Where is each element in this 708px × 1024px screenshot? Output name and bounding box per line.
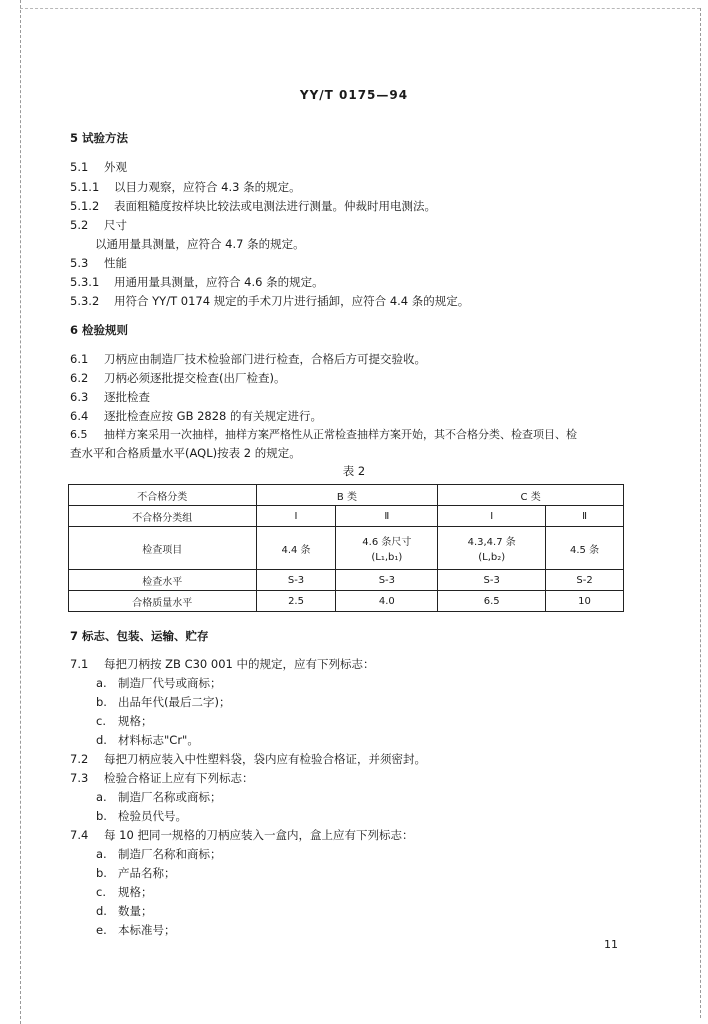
list-item: a. 制造厂代号或商标； [96, 676, 222, 690]
table-cell: Ⅱ [336, 506, 438, 527]
section-5-title: 5 试验方法 [70, 131, 129, 145]
table-cell: 2.5 [256, 591, 336, 612]
clause-6-5: 6.5 抽样方案采用一次抽样，抽样方案严格性从正常检查抽样方案开始，其不合格分类、检查项目、检 [70, 428, 577, 441]
table-cell: 检查水平 [69, 570, 257, 591]
scan-border-top [20, 8, 700, 9]
clause-6-1: 6.1 刀柄应由制造厂技术检验部门进行检查，合格后方可提交验收。 [70, 352, 426, 366]
clause-5-3-1: 5.3.1 用通用量具测量，应符合 4.6 条的规定。 [70, 275, 324, 289]
table-cell: 检查项目 [69, 527, 257, 570]
table-row [69, 591, 624, 612]
list-item: b. 检验员代号。 [96, 809, 187, 823]
scan-border-right [700, 8, 701, 1018]
table-cell: Ⅰ [438, 506, 546, 527]
table-cell: 6.5 [438, 591, 546, 612]
table-cell: S-3 [336, 570, 438, 591]
table-2 [68, 484, 624, 612]
table-cell: 10 [546, 591, 624, 612]
clause-6-3: 6.3 逐批检查 [70, 390, 150, 404]
table-row [69, 485, 624, 506]
clause-7-1: 7.1 每把刀柄按 ZB C30 001 中的规定，应有下列标志： [70, 657, 375, 671]
clause-5-3-2: 5.3.2 用符合 YY/T 0174 规定的手术刀片进行插卸，应符合 4.4 条的规定。 [70, 294, 470, 308]
clause-5-1: 5.1 外观 [70, 160, 127, 174]
clause-5-1-1: 5.1.1 以目力观察，应符合 4.3 条的规定。 [70, 180, 301, 194]
list-item: b. 产品名称； [96, 866, 176, 880]
list-item: a. 制造厂名称和商标； [96, 847, 222, 861]
clause-7-2: 7.2 每把刀柄应装入中性塑料袋，袋内应有检验合格证，并须密封。 [70, 752, 426, 766]
table-cell: 不合格分类组 [69, 506, 257, 527]
table-cell: Ⅱ [546, 506, 624, 527]
table-cell: 4.4 条 [256, 527, 336, 570]
clause-5-2-text: 以通用量具测量，应符合 4.7 条的规定。 [95, 237, 305, 251]
table-row [69, 527, 624, 570]
table-cell: 合格质量水平 [69, 591, 257, 612]
table-row [69, 506, 624, 527]
list-item: c. 规格； [96, 885, 153, 899]
section-7-title: 7 标志、包装、运输、贮存 [70, 629, 209, 643]
table-cell: 4.5 条 [546, 527, 624, 570]
list-item: d. 数量； [96, 904, 153, 918]
clause-6-2: 6.2 刀柄必须逐批提交检查(出厂检查)。 [70, 371, 286, 385]
clause-5-3: 5.3 性能 [70, 256, 127, 270]
table-cell: S-3 [256, 570, 336, 591]
table-cell: S-2 [546, 570, 624, 591]
list-item: e. 本标准号； [96, 923, 176, 937]
table-cell: 不合格分类 [69, 485, 257, 506]
standard-number-header: YY/T 0175—94 [299, 88, 409, 102]
clause-5-2: 5.2 尺寸 [70, 218, 127, 232]
clause-6-4: 6.4 逐批检查应按 GB 2828 的有关规定进行。 [70, 409, 323, 423]
list-item: b. 出品年代(最后二字)； [96, 695, 231, 709]
clause-7-4: 7.4 每 10 把同一规格的刀柄应装入一盒内，盒上应有下列标志： [70, 828, 414, 842]
table-cell: C 类 [438, 485, 624, 506]
table-cell: Ⅰ [256, 506, 336, 527]
list-item: d. 材料标志"Cr"。 [96, 733, 199, 747]
table-cell: 4.6 条尺寸 (L₁,b₁) [336, 527, 438, 570]
table-cell: S-3 [438, 570, 546, 591]
list-item: c. 规格； [96, 714, 153, 728]
table-caption: 表 2 [342, 464, 366, 478]
page-number: 11 [604, 938, 618, 951]
table-cell: 4.0 [336, 591, 438, 612]
clause-5-1-2: 5.1.2 表面粗糙度按样块比较法或电测法进行测量。仲裁时用电测法。 [70, 199, 436, 213]
table-row [69, 570, 624, 591]
table-cell: 4.3,4.7 条 (L,b₂) [438, 527, 546, 570]
scan-border-left [20, 0, 21, 1024]
clause-7-3: 7.3 检验合格证上应有下列标志： [70, 771, 254, 785]
section-6-title: 6 检验规则 [70, 323, 129, 337]
clause-6-5-cont: 查水平和合格质量水平(AQL)按表 2 的规定。 [70, 446, 301, 460]
list-item: a. 制造厂名称或商标； [96, 790, 222, 804]
table-cell: B 类 [256, 485, 438, 506]
